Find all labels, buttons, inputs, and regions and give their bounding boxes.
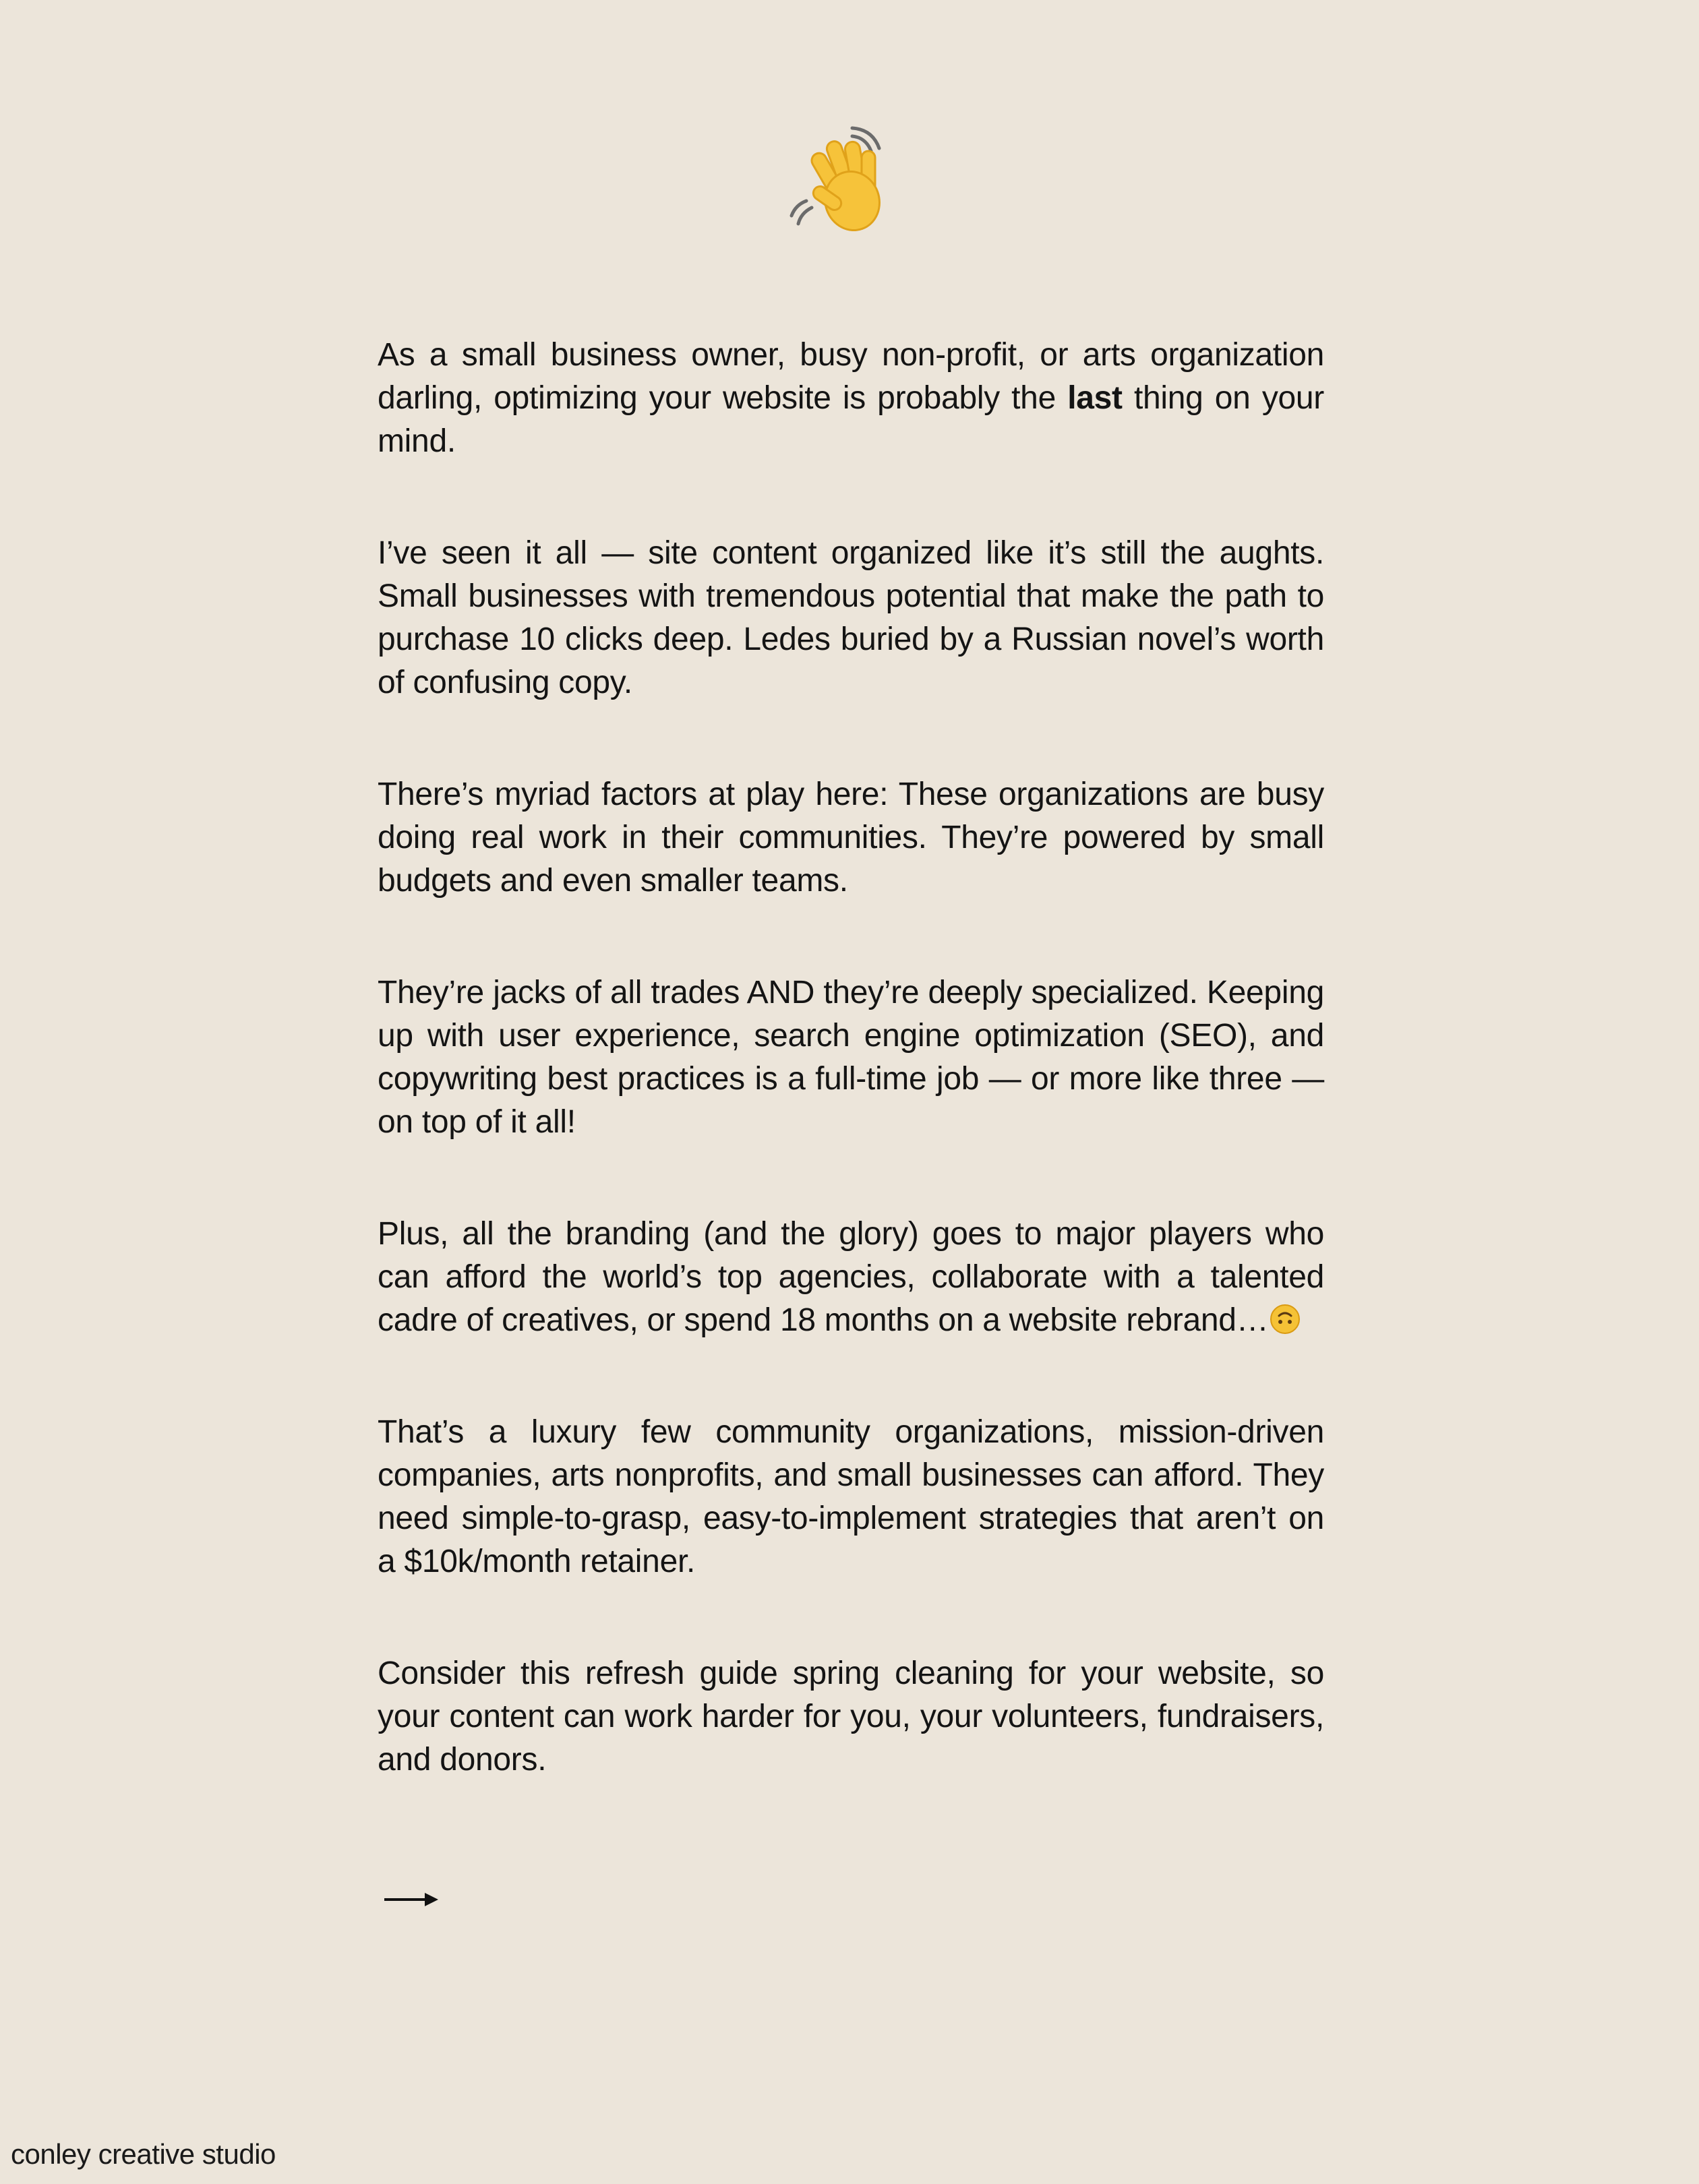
waving-hand-icon: [782, 121, 903, 243]
paragraph-jacks-of-all-trades: They’re jacks of all trades AND they’re deeply specialized. Keeping up with user experience, search engine optimization (SEO), and copywriting best practices is a full-time job — or more like three — on top of it all!: [378, 975, 1324, 1140]
right-arrow-icon[interactable]: [383, 1887, 440, 1912]
upside-down-face-icon: [1270, 1304, 1301, 1335]
paragraph-consider: Consider this refresh guide spring cleaning for your website, so your content can work harder for you, your volunteers, fundraisers, and donors.: [378, 1656, 1324, 1778]
intro-text-start: As a small business owner, busy non-profit, or arts organization darling, optimizing your website is probably the: [378, 337, 1324, 416]
emphasis-last: last: [1067, 380, 1123, 416]
paragraph-myriad-factors: There’s myriad factors at play here: These organizations are busy doing real work in their communities. They’re powered by small budgets and even smaller teams.: [378, 777, 1324, 899]
article-body: [378, 334, 1324, 1850]
footer-brand[interactable]: conley creative studio: [11, 2138, 276, 2170]
paragraph-branding-text: Plus, all the branding (and the glory) goes to major players who can afford the world’s top agencies, collaborate with a talented cadre of creatives, or spend 18 months on a website rebrand…: [378, 1216, 1324, 1338]
paragraph-seen-it-all: I’ve seen it all — site content organized like it’s still the aughts. Small businesses with tremendous potential that make the path to purchase 10 clicks deep. Ledes buried by a Russian novel’s worth of confusing copy.: [378, 535, 1324, 700]
intro-paragraph: [378, 334, 1324, 463]
paragraph-luxury: That’s a luxury few community organizations, mission-driven companies, arts nonprofits, and small businesses can afford. They need simple-to-grasp, easy-to-implement strategies that aren’t on a $10k/month retainer.: [378, 1414, 1324, 1579]
paragraph-branding: [378, 1213, 1324, 1342]
intro-text-end: thing on your mind.: [378, 380, 1324, 459]
